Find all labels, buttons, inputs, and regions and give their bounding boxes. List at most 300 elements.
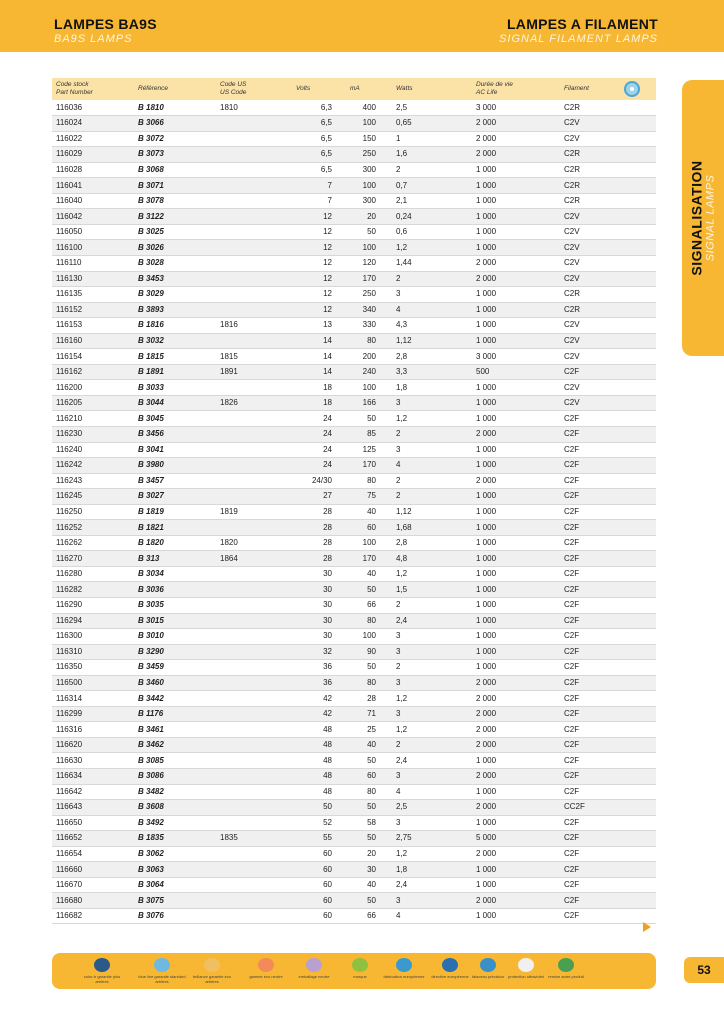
cell-volts: 6,5	[292, 147, 336, 163]
table-row	[52, 364, 656, 380]
cell-life: 2 000	[460, 473, 552, 489]
cell-blank	[608, 380, 656, 396]
cell-blank	[608, 489, 656, 505]
cell-code-stock: 116130	[52, 271, 126, 287]
cell-life: 1 000	[460, 520, 552, 536]
filament-icon	[624, 81, 640, 97]
cell-filament: C2F	[552, 629, 608, 645]
cell-code-stock: 116024	[52, 116, 126, 132]
cell-filament: C2V	[552, 271, 608, 287]
table-row	[52, 908, 656, 924]
cell-ma: 80	[336, 784, 388, 800]
cell-blank	[608, 318, 656, 334]
legend-label: marque	[353, 974, 367, 979]
cell-blank	[608, 613, 656, 629]
table-row	[52, 675, 656, 691]
cell-ma: 170	[336, 271, 388, 287]
cell-volts: 12	[292, 271, 336, 287]
cell-filament: C2F	[552, 877, 608, 893]
cell-code-stock: 116036	[52, 100, 126, 116]
cell-ma: 50	[336, 753, 388, 769]
cell-filament: C2F	[552, 426, 608, 442]
legend-label: gamme éco neutre	[249, 974, 283, 979]
cell-life: 2 000	[460, 691, 552, 707]
cell-us-code	[216, 846, 292, 862]
cell-blank	[608, 504, 656, 520]
cell-filament: C2F	[552, 831, 608, 847]
cell-ma: 125	[336, 442, 388, 458]
cell-blank	[608, 131, 656, 147]
cell-reference: B 3025	[126, 224, 216, 240]
cell-filament: C2V	[552, 255, 608, 271]
cell-filament: C2F	[552, 582, 608, 598]
fabrication-icon	[396, 958, 412, 972]
cell-us-code: 1820	[216, 535, 292, 551]
cell-ma: 90	[336, 644, 388, 660]
table-row	[52, 395, 656, 411]
legend-label: emballage neutre	[298, 974, 330, 979]
cell-reference: B 1176	[126, 706, 216, 722]
cell-reference: B 3028	[126, 255, 216, 271]
cell-reference: B 3492	[126, 815, 216, 831]
cell-filament: C2F	[552, 504, 608, 520]
cell-watts: 1,2	[388, 722, 460, 738]
cell-reference: B 3460	[126, 675, 216, 691]
cell-blank	[608, 302, 656, 318]
cell-us-code: 1815	[216, 349, 292, 365]
legend-bar	[52, 953, 656, 989]
table-row	[52, 629, 656, 645]
cell-watts: 2	[388, 660, 460, 676]
cell-code-stock: 116652	[52, 831, 126, 847]
cell-code-stock: 116654	[52, 846, 126, 862]
cell-us-code	[216, 255, 292, 271]
cell-watts: 1,12	[388, 504, 460, 520]
cell-ma: 50	[336, 224, 388, 240]
cell-ma: 100	[336, 240, 388, 256]
cell-code-stock: 116650	[52, 815, 126, 831]
cell-code-stock: 116350	[52, 660, 126, 676]
cell-reference: B 3027	[126, 489, 216, 505]
cell-watts: 1,2	[388, 411, 460, 427]
cell-code-stock: 116041	[52, 178, 126, 194]
cell-volts: 6,3	[292, 100, 336, 116]
cell-ma: 50	[336, 800, 388, 816]
cell-ma: 20	[336, 209, 388, 225]
cell-code-stock: 116210	[52, 411, 126, 427]
cell-life: 3 000	[460, 349, 552, 365]
cell-volts: 60	[292, 908, 336, 924]
cell-us-code	[216, 706, 292, 722]
cell-blank	[608, 831, 656, 847]
cell-life: 2 000	[460, 131, 552, 147]
cell-watts: 1,44	[388, 255, 460, 271]
table-row	[52, 116, 656, 132]
cell-code-stock: 116200	[52, 380, 126, 396]
cell-code-stock: 116314	[52, 691, 126, 707]
cell-us-code	[216, 800, 292, 816]
cell-watts: 1,68	[388, 520, 460, 536]
cell-filament: C2V	[552, 380, 608, 396]
cell-life: 1 000	[460, 613, 552, 629]
cell-blank	[608, 566, 656, 582]
cell-watts: 2,5	[388, 100, 460, 116]
cell-volts: 18	[292, 380, 336, 396]
cell-code-stock: 116620	[52, 737, 126, 753]
cell-volts: 13	[292, 318, 336, 334]
cell-us-code	[216, 784, 292, 800]
cell-watts: 2	[388, 426, 460, 442]
table-row	[52, 209, 656, 225]
legend-label: protection ultraviolet	[508, 974, 544, 979]
cell-watts: 3	[388, 644, 460, 660]
cell-us-code	[216, 908, 292, 924]
cell-us-code	[216, 116, 292, 132]
cell-watts: 3	[388, 395, 460, 411]
cell-volts: 6,5	[292, 131, 336, 147]
cell-ma: 40	[336, 877, 388, 893]
table-row	[52, 504, 656, 520]
cell-life: 2 000	[460, 706, 552, 722]
table-row	[52, 178, 656, 194]
cell-code-stock: 116270	[52, 551, 126, 567]
cell-life: 2 000	[460, 147, 552, 163]
cell-code-stock: 116310	[52, 644, 126, 660]
cell-volts: 60	[292, 877, 336, 893]
cell-code-stock: 116240	[52, 442, 126, 458]
cell-volts: 28	[292, 520, 336, 536]
cell-ma: 50	[336, 893, 388, 909]
cell-ma: 85	[336, 426, 388, 442]
cell-blank	[608, 240, 656, 256]
cell-blank	[608, 473, 656, 489]
table-body	[52, 100, 656, 924]
cell-volts: 60	[292, 862, 336, 878]
cell-volts: 30	[292, 566, 336, 582]
col-header-us-code: Code US US Code	[216, 78, 292, 100]
cell-filament: C2F	[552, 784, 608, 800]
cell-watts: 2,8	[388, 535, 460, 551]
cell-reference: B 1816	[126, 318, 216, 334]
cell-us-code: 1835	[216, 831, 292, 847]
cell-filament: C2F	[552, 551, 608, 567]
cell-blank	[608, 209, 656, 225]
cell-reference: B 3482	[126, 784, 216, 800]
cell-blank	[608, 364, 656, 380]
cell-life: 2 000	[460, 255, 552, 271]
cell-reference: B 3034	[126, 566, 216, 582]
cell-watts: 4	[388, 908, 460, 924]
cell-volts: 28	[292, 535, 336, 551]
cell-filament: C2F	[552, 691, 608, 707]
cell-watts: 3	[388, 769, 460, 785]
cell-us-code	[216, 131, 292, 147]
cell-blank	[608, 753, 656, 769]
cell-filament: C2F	[552, 473, 608, 489]
cell-filament: C2V	[552, 116, 608, 132]
cell-filament: C2F	[552, 769, 608, 785]
cell-volts: 12	[292, 240, 336, 256]
cell-volts: 24	[292, 426, 336, 442]
cell-life: 1 000	[460, 566, 552, 582]
brand-icon	[352, 958, 368, 972]
cell-code-stock: 116040	[52, 193, 126, 209]
cell-us-code	[216, 224, 292, 240]
table-row	[52, 877, 656, 893]
cell-us-code: 1891	[216, 364, 292, 380]
legend-label: color-tr garantie plus arbitres	[83, 974, 121, 984]
cell-code-stock: 116660	[52, 862, 126, 878]
cell-blank	[608, 644, 656, 660]
cell-volts: 12	[292, 209, 336, 225]
cell-code-stock: 116250	[52, 504, 126, 520]
table-row	[52, 846, 656, 862]
section-side-label	[689, 160, 718, 275]
cell-blank	[608, 116, 656, 132]
cell-volts: 6,5	[292, 162, 336, 178]
cell-ma: 80	[336, 675, 388, 691]
col-header-code-stock: Code stock Part Number	[52, 78, 126, 100]
table-row	[52, 862, 656, 878]
cell-blank	[608, 862, 656, 878]
cell-volts: 60	[292, 846, 336, 862]
table-row	[52, 598, 656, 614]
legend-label: directive européenne	[431, 974, 469, 979]
cell-filament: C2R	[552, 100, 608, 116]
cell-ma: 250	[336, 147, 388, 163]
section-subtitle: SIGNAL LAMPS	[704, 174, 717, 262]
cell-us-code	[216, 209, 292, 225]
cell-ma: 100	[336, 535, 388, 551]
cell-life: 1 000	[460, 535, 552, 551]
cell-filament: C2F	[552, 753, 608, 769]
cell-code-stock: 116643	[52, 800, 126, 816]
cell-ma: 80	[336, 333, 388, 349]
cell-code-stock: 116252	[52, 520, 126, 536]
table-row	[52, 551, 656, 567]
cell-volts: 28	[292, 504, 336, 520]
cell-life: 1 000	[460, 442, 552, 458]
cell-volts: 48	[292, 753, 336, 769]
cell-ma: 250	[336, 287, 388, 303]
cell-ma: 340	[336, 302, 388, 318]
cell-volts: 48	[292, 737, 336, 753]
cell-volts: 24/30	[292, 473, 336, 489]
table-row	[52, 255, 656, 271]
legend-item	[137, 958, 187, 984]
cell-life: 2 000	[460, 846, 552, 862]
cell-filament: C2F	[552, 706, 608, 722]
table-row	[52, 737, 656, 753]
next-page-arrow-icon[interactable]	[643, 922, 651, 932]
cell-filament: C2R	[552, 147, 608, 163]
cell-reference: B 3076	[126, 908, 216, 924]
cell-watts: 4,3	[388, 318, 460, 334]
cell-us-code: 1826	[216, 395, 292, 411]
cell-code-stock: 116110	[52, 255, 126, 271]
cell-code-stock: 116262	[52, 535, 126, 551]
cell-life: 1 000	[460, 302, 552, 318]
cell-us-code	[216, 613, 292, 629]
legend-item	[77, 958, 127, 984]
cell-volts: 30	[292, 613, 336, 629]
cell-watts: 1	[388, 131, 460, 147]
cell-life: 1 000	[460, 318, 552, 334]
cell-watts: 2	[388, 271, 460, 287]
cell-watts: 4	[388, 458, 460, 474]
cell-code-stock: 116680	[52, 893, 126, 909]
table-row	[52, 380, 656, 396]
cell-ma: 40	[336, 737, 388, 753]
cell-blank	[608, 271, 656, 287]
cell-blank	[608, 629, 656, 645]
cell-blank	[608, 178, 656, 194]
cell-life: 1 000	[460, 411, 552, 427]
cell-life: 2 000	[460, 116, 552, 132]
cell-us-code	[216, 147, 292, 163]
cell-watts: 3	[388, 815, 460, 831]
cell-watts: 2	[388, 737, 460, 753]
cell-us-code	[216, 675, 292, 691]
cell-watts: 1,6	[388, 147, 460, 163]
cell-volts: 24	[292, 411, 336, 427]
cell-code-stock: 116230	[52, 426, 126, 442]
page-number: 53	[684, 957, 724, 983]
cell-volts: 7	[292, 193, 336, 209]
cell-filament: C2R	[552, 162, 608, 178]
cell-blank	[608, 691, 656, 707]
table-row	[52, 706, 656, 722]
cell-blank	[608, 784, 656, 800]
cell-ma: 400	[336, 100, 388, 116]
cell-volts: 7	[292, 178, 336, 194]
table-row	[52, 753, 656, 769]
cell-ma: 25	[336, 722, 388, 738]
section-title: SIGNALISATION	[688, 160, 705, 276]
cell-reference: B 3122	[126, 209, 216, 225]
cell-filament: C2V	[552, 333, 608, 349]
cell-watts: 2	[388, 162, 460, 178]
cell-blank	[608, 815, 656, 831]
cell-code-stock: 116282	[52, 582, 126, 598]
cell-ma: 71	[336, 706, 388, 722]
cell-code-stock: 116042	[52, 209, 126, 225]
cell-ma: 66	[336, 908, 388, 924]
cell-reference: B 3459	[126, 660, 216, 676]
table-row	[52, 131, 656, 147]
cell-code-stock: 116294	[52, 613, 126, 629]
uv-protection-icon	[518, 958, 534, 972]
cell-life: 1 000	[460, 178, 552, 194]
header-left-subtitle: BA9S LAMPS	[54, 33, 133, 45]
cell-reference: B 3033	[126, 380, 216, 396]
cell-us-code	[216, 877, 292, 893]
cell-life: 2 000	[460, 271, 552, 287]
cell-watts: 4,8	[388, 551, 460, 567]
cell-us-code: 1816	[216, 318, 292, 334]
cell-ma: 30	[336, 862, 388, 878]
cell-filament: C2F	[552, 489, 608, 505]
cell-volts: 14	[292, 364, 336, 380]
cell-ma: 200	[336, 349, 388, 365]
cell-reference: B 3045	[126, 411, 216, 427]
cell-filament: C2F	[552, 364, 608, 380]
cell-us-code	[216, 722, 292, 738]
cell-us-code	[216, 287, 292, 303]
cell-reference: B 3893	[126, 302, 216, 318]
cell-code-stock: 116135	[52, 287, 126, 303]
cell-reference: B 3064	[126, 877, 216, 893]
cell-ma: 20	[336, 846, 388, 862]
cell-watts: 3,3	[388, 364, 460, 380]
cell-us-code	[216, 769, 292, 785]
cell-ma: 40	[336, 504, 388, 520]
cell-ma: 166	[336, 395, 388, 411]
cell-reference: B 1820	[126, 535, 216, 551]
cell-ma: 170	[336, 551, 388, 567]
cell-ma: 100	[336, 629, 388, 645]
cell-volts: 55	[292, 831, 336, 847]
cell-watts: 1,8	[388, 862, 460, 878]
brillance-icon	[204, 958, 220, 972]
cell-blank	[608, 349, 656, 365]
cell-blank	[608, 877, 656, 893]
cell-ma: 58	[336, 815, 388, 831]
cell-volts: 60	[292, 893, 336, 909]
table-row	[52, 893, 656, 909]
cell-life: 2 000	[460, 769, 552, 785]
cell-blank	[608, 582, 656, 598]
cell-code-stock: 116028	[52, 162, 126, 178]
cell-us-code: 1864	[216, 551, 292, 567]
cell-ma: 50	[336, 831, 388, 847]
col-header-filament: Filament	[552, 78, 608, 100]
cell-ma: 150	[336, 131, 388, 147]
header-right-subtitle: SIGNAL FILAMENT LAMPS	[499, 33, 658, 45]
cell-us-code	[216, 489, 292, 505]
cell-reference: B 3075	[126, 893, 216, 909]
cell-blank	[608, 287, 656, 303]
cell-us-code	[216, 302, 292, 318]
legend-label: fabrication européenne	[383, 974, 425, 979]
cell-volts: 6,5	[292, 116, 336, 132]
cell-watts: 1,12	[388, 333, 460, 349]
cell-filament: C2F	[552, 862, 608, 878]
packaging-icon	[306, 958, 322, 972]
cell-us-code	[216, 691, 292, 707]
cell-filament: C2F	[552, 908, 608, 924]
cell-filament: C2F	[552, 737, 608, 753]
cell-blank	[608, 535, 656, 551]
cell-filament: C2R	[552, 287, 608, 303]
table-row	[52, 489, 656, 505]
cell-volts: 12	[292, 287, 336, 303]
cell-reference: B 3980	[126, 458, 216, 474]
cell-blank	[608, 893, 656, 909]
cell-blank	[608, 458, 656, 474]
header-right	[499, 16, 658, 46]
cell-us-code	[216, 458, 292, 474]
cell-life: 500	[460, 364, 552, 380]
cell-ma: 330	[336, 318, 388, 334]
cell-life: 1 000	[460, 380, 552, 396]
cell-us-code	[216, 162, 292, 178]
cell-blank	[608, 224, 656, 240]
cell-blank	[608, 193, 656, 209]
cell-volts: 30	[292, 629, 336, 645]
cell-reference: B 1821	[126, 520, 216, 536]
cell-volts: 24	[292, 442, 336, 458]
